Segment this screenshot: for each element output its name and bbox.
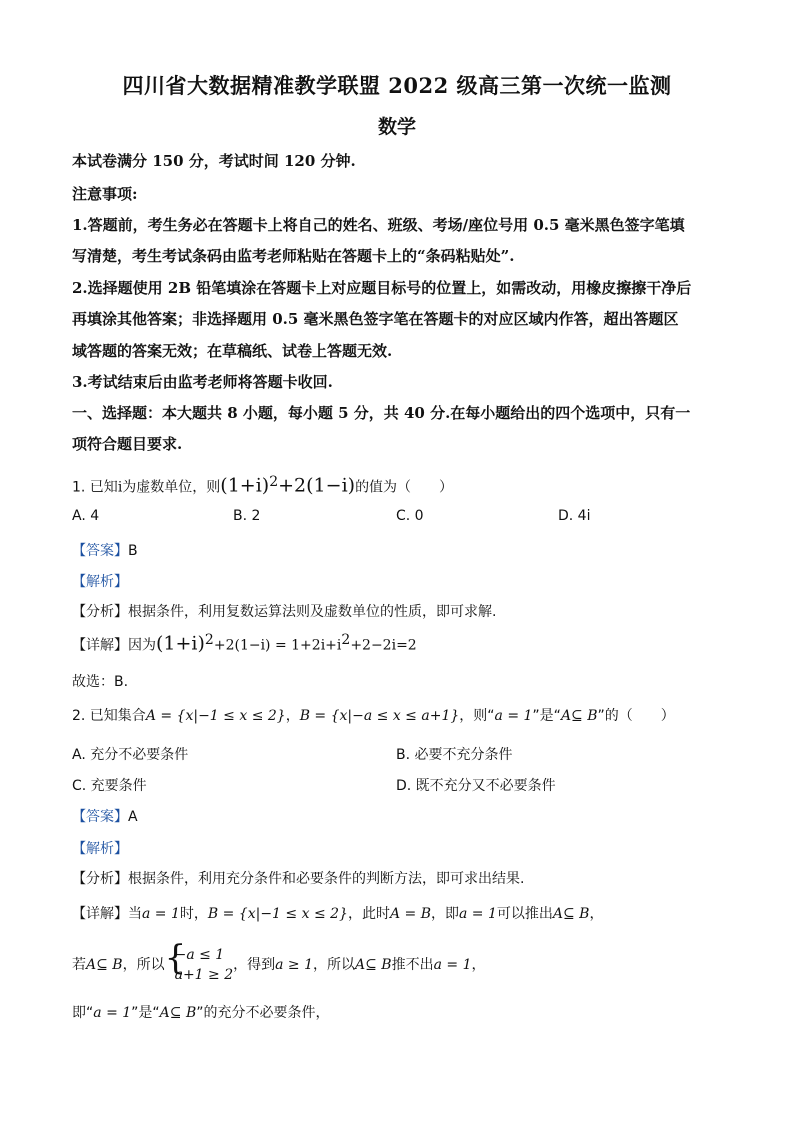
notice-item: 3.考试结束后由监考老师将答题卡收回. xyxy=(72,373,333,391)
q1-option-a: A. 4 xyxy=(72,508,100,524)
q2-xiangjie-2: 若A⊆ B，所以 { −a ≤ 1 a+1 ≥ 2 ，得到a ≥ 1，所以A⊆ B推不出a = 1， xyxy=(72,938,486,983)
notice-item: 再填涂其他答案；非选择题用 0.5 毫米黑色签字笔在答题卡的对应区域内作答，超出答题区 xyxy=(72,310,679,328)
exam-title: 四川省大数据精准教学联盟 2022 级高三第一次统一监测 xyxy=(122,73,672,98)
q1-option-d: D. 4i xyxy=(558,508,591,524)
q2-option-c: C. 充要条件 xyxy=(72,778,147,794)
q1-analysis: 【解析】 xyxy=(72,574,128,590)
notice-item: 1.答题前，考生务必在答题卡上将自己的姓名、班级、考场/座位号用 0.5 毫米黑色签字笔填 xyxy=(72,216,685,234)
q1-option-c: C. 0 xyxy=(396,508,424,524)
section-heading-cont: 项符合题目要求. xyxy=(72,435,183,453)
q2-xiangjie-1: 【详解】当a = 1时，B = {x|−1 ≤ x ≤ 2}，此时A = B，即a = 1可以推出A⊆ B， xyxy=(72,906,604,922)
q1-xiangjie: 【详解】因为$(1+i)^2+2(1-i) = 1+2i+i^2+2-2i=2$ xyxy=(72,632,417,655)
q2-analysis: 【解析】 xyxy=(72,841,128,857)
q2-option-a: A. 充分不必要条件 xyxy=(72,747,189,763)
subject-title: 数学 xyxy=(377,116,416,138)
q2-answer: 【答案】A xyxy=(72,809,138,825)
inequality-system: { −a ≤ 1 a+1 ≥ 2 xyxy=(164,938,234,983)
q1-option-b: B. 2 xyxy=(233,508,261,524)
q2-fenxi: 【分析】根据条件，利用充分条件和必要条件的判断方法，即可求出结果. xyxy=(72,871,525,887)
notice-title: 注意事项: xyxy=(72,185,138,203)
intro-line: 本试卷满分 150 分，考试时间 120 分钟. xyxy=(72,152,356,170)
notice-item: 域答题的答案无效；在草稿纸、试卷上答题无效. xyxy=(72,342,393,360)
q2-option-d: D. 既不充分又不必要条件 xyxy=(396,778,556,794)
notice-item: 写清楚，考生考试条码由监考老师粘贴在答题卡上的“条码粘贴处”. xyxy=(72,247,515,265)
section-heading: 一、选择题：本大题共 8 小题，每小题 5 分，共 40 分.在每小题给出的四个选项中，只有一 xyxy=(72,404,691,422)
question-1-stem: 1. 已知i为虚数单位，则$(1+i)^2+2(1-i)$的值为（ ） xyxy=(72,474,454,497)
q2-xiangjie-3: 即“a = 1”是“A⊆ B”的充分不必要条件， xyxy=(72,1005,330,1021)
notice-item: 2.选择题使用 2B 铅笔填涂在答题卡上对应题目标号的位置上，如需改动，用橡皮擦擦干净后 xyxy=(72,279,692,297)
q2-option-b: B. 必要不充分条件 xyxy=(396,747,513,763)
question-2-stem: 2. 已知集合A = {x|−1 ≤ x ≤ 2}，B = {x|−a ≤ x ≤ a+1}，则“a = 1”是“A⊆ B”的（ ） xyxy=(72,708,675,724)
q1-conclusion: 故选：B. xyxy=(72,674,129,690)
q1-fenxi: 【分析】根据条件，利用复数运算法则及虚数单位的性质，即可求解. xyxy=(72,604,497,620)
q1-answer: 【答案】B xyxy=(72,543,138,559)
